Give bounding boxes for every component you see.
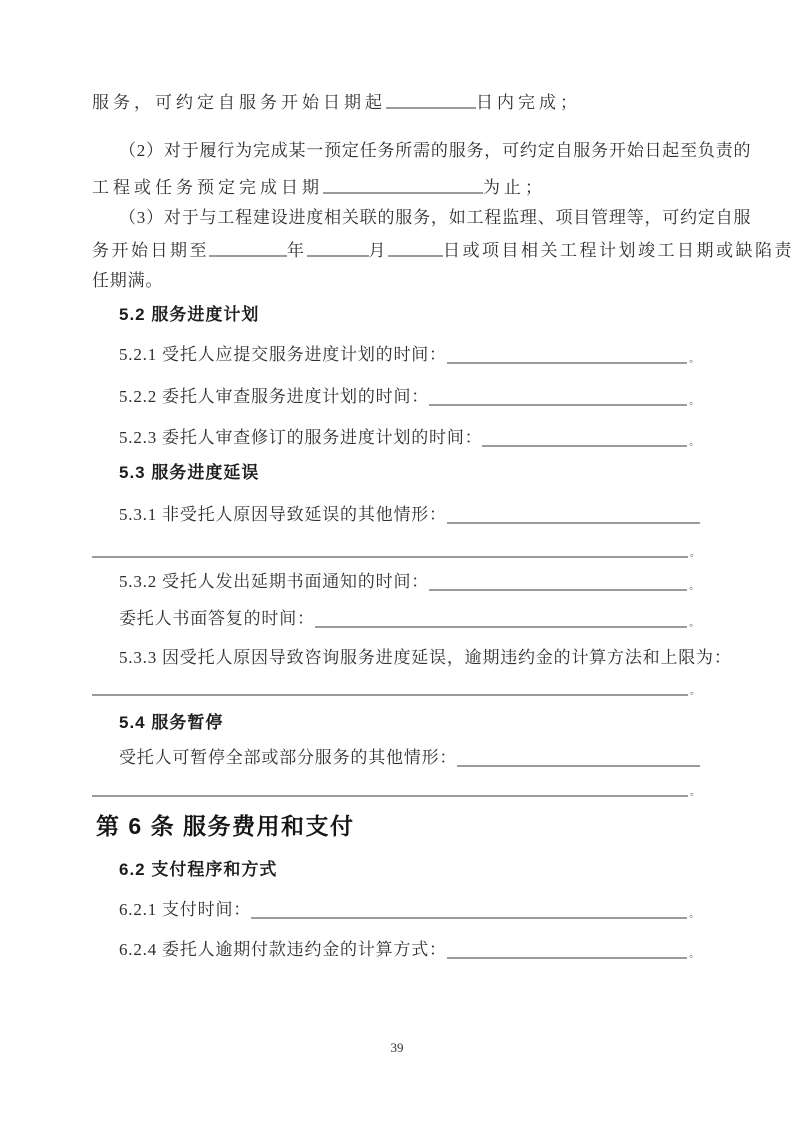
clause-text: （2）对于履行为完成某一预定任务所需的服务，可约定自服务开始日起至负责的 xyxy=(119,141,752,160)
fill-in-blank xyxy=(447,957,687,959)
clause-text: 5.3.2 受托人发出延期书面通知的时间： xyxy=(119,572,430,591)
clause-5-1-item3-line1 xyxy=(92,206,752,230)
clause-5-3-2 xyxy=(92,570,700,594)
heading-text: 5.3 服务进度延误 xyxy=(119,463,260,482)
clause-5-3-1-blank-line xyxy=(92,548,700,561)
clause-5-2-3 xyxy=(92,426,700,450)
clause-text: 6.2.4 委托人逾期付款违约金的计算方式： xyxy=(119,940,447,959)
full-stop: 。 xyxy=(689,581,700,592)
clause-5-1-item3-line2 xyxy=(92,239,794,263)
clause-text: 6.2.1 支付时间： xyxy=(119,900,252,919)
clause-5-3-3-blank-line xyxy=(92,686,700,699)
fill-in-blank xyxy=(251,917,687,919)
full-stop: 。 xyxy=(689,909,700,920)
clause-text: 5.2.1 受托人应提交服务进度计划的时间： xyxy=(119,345,447,364)
clause-text: 5.2.2 委托人审查服务进度计划的时间： xyxy=(119,387,430,406)
fill-in-blank-month xyxy=(307,253,369,257)
clause-5-3-1 xyxy=(92,503,700,527)
fill-in-blank xyxy=(482,445,687,447)
clause-text: 任期满。 xyxy=(92,271,164,290)
clause-5-1-item2-line2 xyxy=(92,176,700,200)
clause-6-2-4 xyxy=(92,938,700,962)
fill-in-blank xyxy=(429,589,687,591)
clause-text: 受托人可暂停全部或部分服务的其他情形： xyxy=(119,748,458,767)
clause-text: 年 xyxy=(287,241,307,260)
clause-text: 月 xyxy=(368,241,388,260)
fill-in-blank xyxy=(447,522,700,524)
heading-5-4 xyxy=(92,711,700,735)
fill-in-blank xyxy=(92,694,688,696)
heading-text: 第 6 条 服务费用和支付 xyxy=(96,813,355,839)
clause-text: 5.2.3 委托人审查修订的服务进度计划的时间： xyxy=(119,428,483,447)
fill-in-blank-year xyxy=(209,253,287,257)
clause-text: 工程或任务预定完成日期 xyxy=(92,178,323,197)
full-stop: 。 xyxy=(690,548,700,559)
clause-5-3-2-reply xyxy=(92,607,700,631)
fill-in-blank xyxy=(386,105,476,109)
clause-5-1-item3-line3 xyxy=(92,269,700,293)
heading-text: 5.4 服务暂停 xyxy=(119,713,224,732)
heading-text: 6.2 支付程序和方式 xyxy=(119,860,278,879)
fill-in-blank xyxy=(323,190,483,194)
full-stop: 。 xyxy=(690,686,700,697)
full-stop: 。 xyxy=(689,396,700,407)
page-number: 39 xyxy=(390,1040,404,1055)
heading-5-2 xyxy=(92,303,700,327)
full-stop: 。 xyxy=(689,437,700,448)
heading-5-3 xyxy=(92,461,700,485)
clause-5-4 xyxy=(92,746,700,770)
heading-text: 5.2 服务进度计划 xyxy=(119,305,260,324)
heading-article-6 xyxy=(92,811,700,841)
clause-text: 服务，可约定自服务开始日期起 xyxy=(92,93,386,112)
fill-in-blank xyxy=(457,765,700,767)
full-stop: 。 xyxy=(689,949,700,960)
clause-text: 务开始日期至 xyxy=(92,241,209,260)
clause-text: 为止； xyxy=(483,178,546,197)
clause-text: 5.3.1 非受托人原因导致延误的其他情形： xyxy=(119,505,447,524)
clause-text: 委托人书面答复的时间： xyxy=(119,609,315,628)
fill-in-blank xyxy=(447,362,687,364)
clause-5-4-blank-line xyxy=(92,787,700,800)
clause-5-2-2 xyxy=(92,385,700,409)
clause-5-2-1 xyxy=(92,343,700,367)
clause-text: 日内完成； xyxy=(476,93,581,112)
full-stop: 。 xyxy=(690,787,700,798)
full-stop: 。 xyxy=(689,354,700,365)
clause-text: 日或项目相关工程计划竣工日期或缺陷责 xyxy=(443,241,794,260)
fill-in-blank xyxy=(315,626,687,628)
clause-6-2-1 xyxy=(92,898,700,922)
fill-in-blank-day xyxy=(388,253,443,257)
page-footer xyxy=(0,1037,794,1057)
clause-text: 5.3.3 因受托人原因导致咨询服务进度延误，逾期违约金的计算方法和上限为： xyxy=(119,648,732,667)
clause-5-1-item2-line1 xyxy=(92,139,752,163)
clause-5-3-3 xyxy=(92,646,732,670)
clause-text: （3）对于与工程建设进度相关联的服务，如工程监理、项目管理等，可约定自服 xyxy=(119,208,752,227)
fill-in-blank xyxy=(92,795,688,797)
fill-in-blank xyxy=(429,404,687,406)
heading-6-2 xyxy=(92,858,700,882)
full-stop: 。 xyxy=(689,618,700,629)
clause-5-1-item1-continuation xyxy=(92,91,700,115)
fill-in-blank xyxy=(92,556,688,558)
